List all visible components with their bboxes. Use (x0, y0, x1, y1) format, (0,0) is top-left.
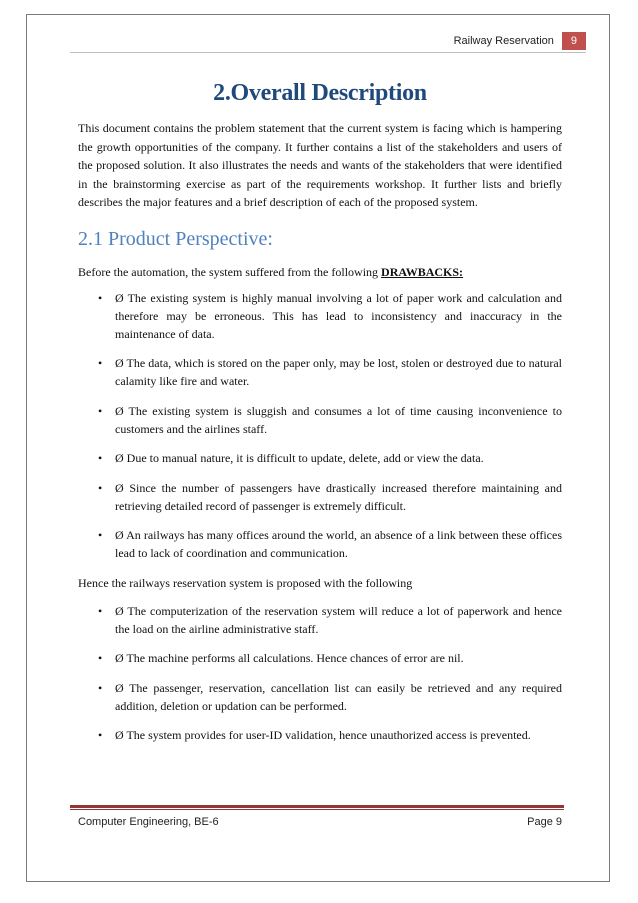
bullet-icon: • (98, 403, 103, 418)
list-item-text: Ø The existing system is highly manual involving a lot of paper work and calculation and therefore may be erroneous. This has lead to inconsistency and inaccuracy in the maintenance of data. (115, 290, 562, 341)
list-item (78, 726, 562, 744)
list-item (78, 479, 562, 515)
drawbacks-lead (78, 263, 562, 281)
bullet-icon: • (98, 290, 103, 305)
page-content (78, 80, 562, 756)
page-header (454, 32, 586, 50)
main-heading: 2.Overall Description (213, 80, 427, 106)
bullet-icon: • (98, 603, 103, 618)
drawbacks-list (78, 289, 562, 563)
footer-rule-thin (70, 809, 564, 810)
drawbacks-label: DRAWBACKS: (381, 264, 464, 279)
page-footer (78, 816, 562, 828)
list-item-text: Ø The existing system is sluggish and consumes a lot of time causing inconvenience to customers and the airlines staff. (115, 403, 562, 436)
intro-paragraph: This document contains the problem statement that the current system is facing which is hampering the growth opportunities of the company. It further contains a list of the stakeholders and users of the proposed solution. It also illustrates the needs and wants of the stakeholders that were identified in the brainstorming exercise as part of the requirements workshop. It further lists and briefly describes the major features and a brief description of each of the proposed system. (78, 121, 562, 209)
bullet-icon: • (98, 680, 103, 695)
footer-left: Computer Engineering, BE-6 (78, 816, 219, 828)
list-item (78, 649, 562, 667)
bullet-icon: • (98, 480, 103, 495)
list-item (78, 289, 562, 343)
bullet-icon: • (98, 728, 103, 742)
list-item (78, 449, 562, 467)
header-rule (70, 52, 586, 53)
list-item (78, 679, 562, 715)
list-item-text: Ø The computerization of the reservation system will reduce a lot of paperwork and hence the load on the airline administrative staff. (115, 603, 562, 636)
list-item-text: Ø The machine performs all calculations. Hence chances of error are nil. (115, 651, 464, 665)
list-item (78, 602, 562, 638)
bullet-icon: • (98, 651, 103, 665)
list-item (78, 354, 562, 390)
footer-page: Page 9 (527, 816, 562, 828)
list-item-text: Ø Due to manual nature, it is difficult to update, delete, add or view the data. (115, 451, 484, 465)
header-title: Railway Reservation (453, 35, 554, 47)
header-page-number: 9 (562, 32, 586, 50)
bullet-icon: • (98, 451, 103, 465)
list-item-text: Ø An railways has many offices around the world, an absence of a link between these offices lead to lack of coordination and communication. (115, 528, 562, 560)
list-item-text: Ø The data, which is stored on the paper only, may be lost, stolen or destroyed due to natural calamity like fire and water. (115, 356, 562, 388)
section-heading: 2.1 Product Perspective: (78, 227, 273, 250)
list-item (78, 402, 562, 438)
bullet-icon: • (98, 528, 103, 542)
footer-rule (70, 805, 564, 808)
drawbacks-lead-text: Before the automation, the system suffered from the following (78, 264, 379, 279)
bullet-icon: • (98, 356, 103, 370)
benefits-list (78, 602, 562, 745)
list-item-text: Ø The passenger, reservation, cancellation list can easily be retrieved and any required addition, deletion or updation can be performed. (115, 680, 562, 713)
list-item-text: Ø Since the number of passengers have drastically increased therefore maintaining and retrieving detailed record of passenger is extremely difficult. (115, 480, 562, 513)
list-item (78, 526, 562, 562)
list-item-text: Ø The system provides for user-ID validation, hence unauthorized access is prevented. (115, 728, 531, 742)
hence-text: Hence the railways reservation system is proposed with the following (78, 575, 413, 590)
